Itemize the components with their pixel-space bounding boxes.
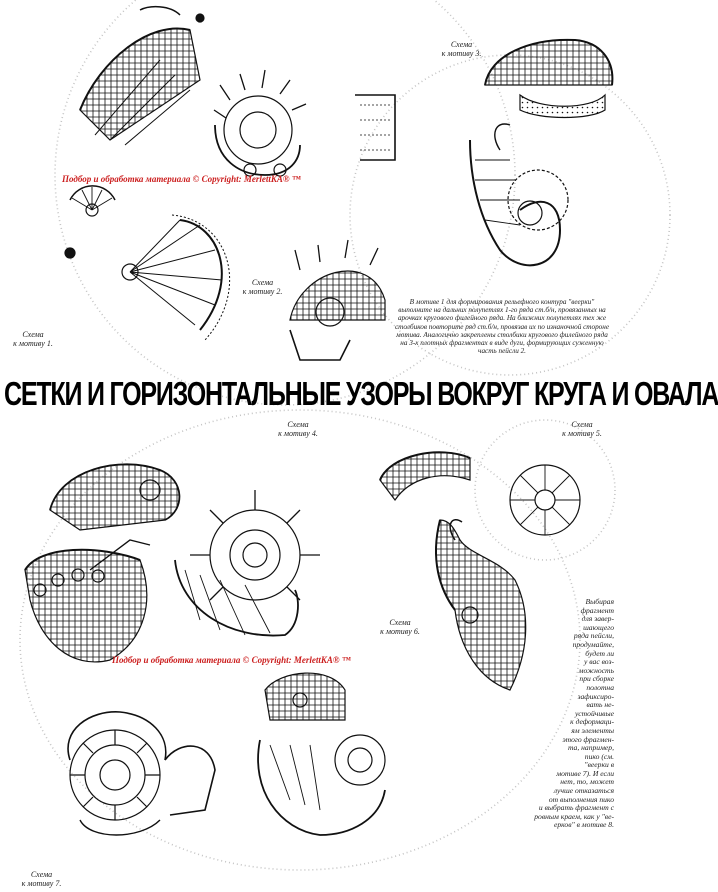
side-note-line: зафиксиро-: [577, 691, 614, 701]
side-note-line: продумайте,: [572, 639, 614, 649]
side-note-line: для завер-: [581, 614, 614, 624]
motif-1-explanation: В мотиве 1 для формирования рельефного контура "веерки" выполните на дальних полупетлях 1-го ряда ст.б/н, провязанных на арочках кругового филейного ряда. На ближних полупетлях тех же столбиков повторите ряд ст.б/н, провязав их по изнаночной стороне мотива. Аналогично закреплены столбики кругового филейного ряда на 3-х плотных фрагментах в виде дуги, формирующих суженную часть пейсли 2.: [394, 298, 610, 356]
side-note-line: фрагмент: [580, 605, 614, 615]
side-note-line: мотиве 7). И если: [556, 768, 614, 778]
side-note-line: пико (см.: [584, 751, 614, 761]
side-note-line: ровным краем, как у "ве-: [534, 811, 614, 821]
motif-8-diagram: [258, 673, 385, 835]
label-motif-1-line1: Схема: [22, 330, 44, 339]
label-motif-5-line1: Схема: [571, 420, 593, 429]
side-note-line: от выполнения пико: [548, 794, 614, 804]
side-note-line: устойчивые: [574, 708, 614, 718]
side-note-line: этого фрагмен-: [562, 734, 614, 744]
label-motif-5-line2: к мотиву 5.: [562, 429, 602, 438]
side-note-line: вать не-: [586, 700, 614, 710]
side-note: [528, 598, 614, 830]
label-motif-7: [14, 870, 69, 888]
side-note-line: нет, то, может: [560, 777, 614, 787]
motif-7-diagram: [68, 712, 215, 835]
side-note-line: полотна: [586, 682, 614, 692]
watermark-bottom: Подбор и обработка материала © Copyright: MerlettKA® ™: [112, 655, 351, 665]
side-note-line: при сборке: [579, 674, 614, 684]
label-motif-4-line1: Схема: [287, 420, 309, 429]
label-motif-3-line2: к мотиву 3.: [441, 49, 482, 58]
label-motif-5: [552, 420, 612, 438]
side-note-line: ям элементы: [571, 725, 614, 735]
motif-3-diagram: [470, 40, 612, 265]
side-note-line: шающего: [583, 622, 614, 632]
side-note-line: ряда пейсли,: [573, 631, 614, 641]
label-motif-3-line1: Схема: [450, 40, 473, 49]
motif-5-diagram: [380, 452, 580, 535]
side-note-line: "веерки в: [584, 760, 614, 770]
label-motif-6-line2: к мотиву 6.: [380, 627, 420, 636]
motif-4-diagram: [25, 464, 320, 662]
label-motif-4-line2: к мотиву 4.: [278, 429, 318, 438]
label-motif-6-line1: Схема: [389, 618, 411, 627]
page-headline: СЕТКИ И ГОРИЗОНТАЛЬНЫЕ УЗОРЫ ВОКРУГ КРУГА И ОВАЛА: [4, 375, 718, 413]
label-motif-6: [370, 618, 430, 636]
motif-2-diagram: [214, 70, 395, 360]
side-note-line: будет ли: [585, 648, 614, 658]
label-motif-2-line2: к мотиву 2.: [242, 287, 283, 296]
label-motif-1-line2: к мотиву 1.: [13, 339, 53, 348]
label-motif-1: [8, 330, 58, 348]
side-note-line: Выбирая: [585, 597, 614, 606]
label-motif-2: [235, 278, 290, 296]
side-note-line: к деформаци-: [570, 717, 614, 727]
side-note-line: и выбрать фрагмент с: [538, 803, 614, 813]
label-motif-2-line1: Схема: [251, 278, 274, 287]
label-motif-7-line2: к мотиву 7.: [21, 879, 62, 888]
motif-6-diagram: [436, 520, 526, 690]
side-note-line: у вас воз-: [584, 657, 614, 667]
side-note-line: лучше отказаться: [553, 786, 614, 796]
side-note-line: та, например,: [567, 743, 614, 753]
side-note-line: можность: [578, 665, 614, 675]
label-motif-7-line1: Схема: [30, 870, 53, 879]
side-note-line: ерков" в мотиве 8.: [554, 820, 614, 830]
watermark-top: Подбор и обработка материала © Copyright: MerlettKA® ™: [62, 174, 301, 184]
label-motif-3: [434, 40, 489, 58]
label-motif-4: [268, 420, 328, 438]
